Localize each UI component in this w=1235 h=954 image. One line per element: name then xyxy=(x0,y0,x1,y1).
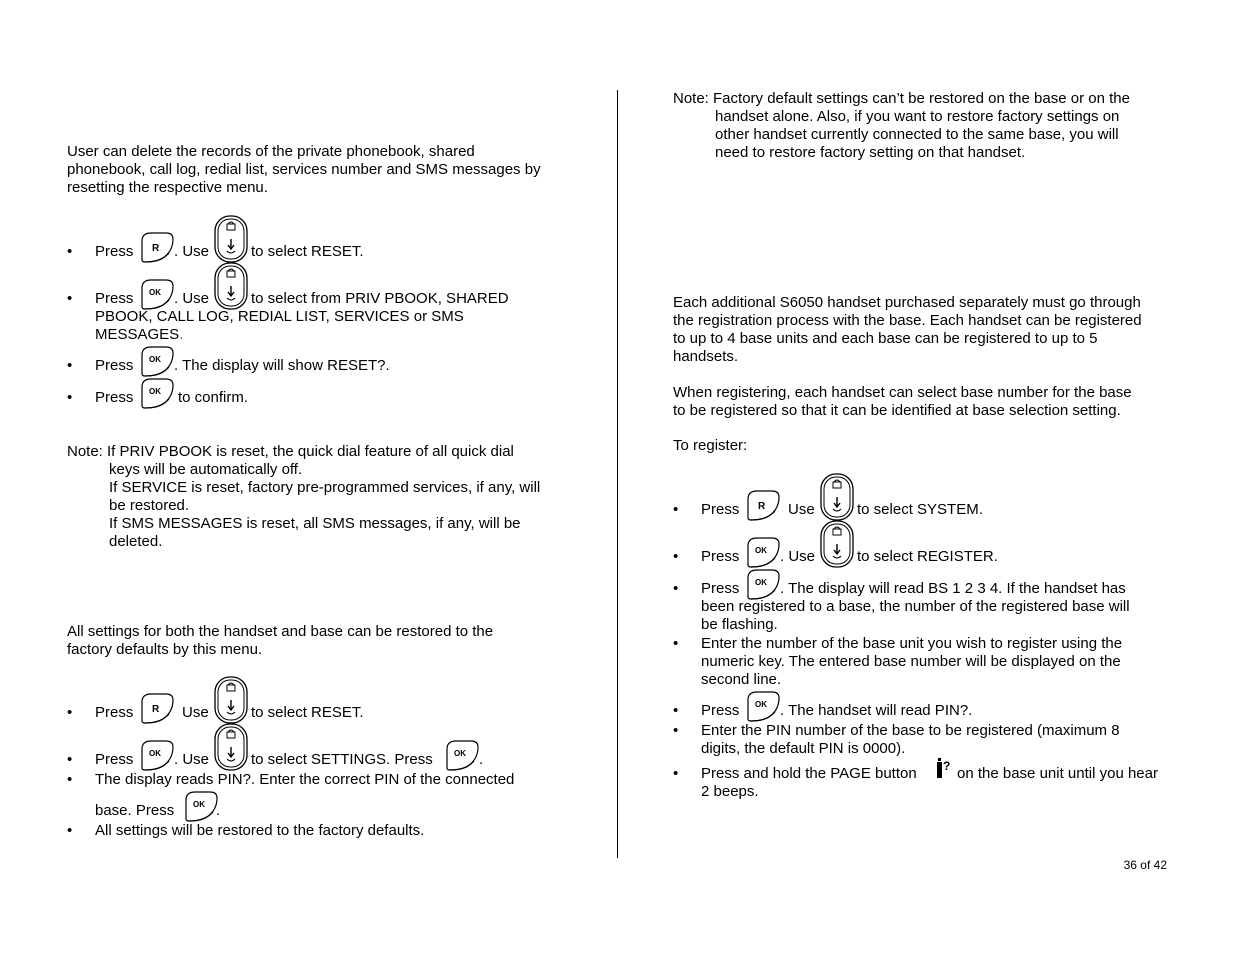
step-text: be flashing. xyxy=(701,616,778,633)
intro-line-1: User can delete the records of the private phonebook, shared xyxy=(67,143,475,160)
step-text: MESSAGES xyxy=(95,326,180,343)
step-text: PBOOK, CALL LOG, REDIAL LIST, SERVICES or SMS xyxy=(95,308,464,325)
step-text: Press xyxy=(701,702,740,719)
svg-text:OK: OK xyxy=(149,355,161,364)
step-text: Press xyxy=(95,243,134,260)
step-text: Press xyxy=(701,548,740,565)
svg-text:OK: OK xyxy=(149,749,161,758)
nav-key-icon xyxy=(213,723,249,771)
step-text: Press xyxy=(95,389,134,406)
step-text: 2 beeps. xyxy=(701,783,759,800)
bullet: • xyxy=(673,702,679,719)
factory-intro-line: factory defaults by this menu. xyxy=(67,641,263,658)
nav-key-icon xyxy=(213,215,249,263)
step-text: Enter the number of the base unit you wish to register using the xyxy=(701,635,1123,652)
step-text: to select REGISTER. xyxy=(857,548,998,565)
reg-intro-line: the registration process with the base. Each handset can be registered xyxy=(673,312,1142,329)
step-text: second line. xyxy=(701,671,782,688)
bullet: • xyxy=(673,765,679,782)
ok-key-icon xyxy=(745,690,781,722)
note-line: Note: Factory default settings can’t be restored on the base or on the xyxy=(673,90,1130,107)
step-text: . The handset will read PIN?. xyxy=(780,702,973,719)
svg-text:OK: OK xyxy=(454,749,466,758)
step-text: . Use xyxy=(174,290,210,307)
step-text: . Use xyxy=(780,548,816,565)
step-text: Press xyxy=(95,751,134,768)
step-text: to select RESET. xyxy=(251,704,364,721)
note-line: other handset currently connected to the same base, you will xyxy=(715,126,1119,143)
step-text: The display reads PIN?. Enter the correct PIN of the connected xyxy=(95,771,515,788)
step-text: . Use xyxy=(174,243,210,260)
step-text: been registered to a base, the number of the registered base will xyxy=(701,598,1130,615)
period: . xyxy=(179,326,184,343)
step-text: Use xyxy=(182,704,209,721)
reg-intro-line: to be registered so that it can be identified at base selection setting. xyxy=(673,402,1121,419)
step-text: numeric key. The entered base number will be displayed on the xyxy=(701,653,1121,670)
step-text: . Use xyxy=(174,751,210,768)
step-text: . The display will read BS 1 2 3 4. If the handset has xyxy=(780,580,1126,597)
bullet: • xyxy=(673,722,679,739)
step-text: Press xyxy=(95,290,134,307)
step-text: Enter the PIN number of the base to be registered (maximum 8 xyxy=(701,722,1120,739)
reg-intro-line: When registering, each handset can select base number for the base xyxy=(673,384,1132,401)
step-text: . The display will show RESET?. xyxy=(174,357,390,374)
svg-text:R: R xyxy=(152,243,160,254)
step-text: to select RESET. xyxy=(251,243,364,260)
ok-key-icon xyxy=(139,278,175,310)
factory-intro-line: All settings for both the handset and base can be restored to the xyxy=(67,623,494,640)
step-text: to select from PRIV PBOOK, SHARED xyxy=(251,290,509,307)
svg-text:R: R xyxy=(758,501,766,512)
bullet: • xyxy=(67,704,73,721)
svg-text:OK: OK xyxy=(149,288,161,297)
bullet: • xyxy=(67,751,73,768)
bullet: • xyxy=(673,635,679,652)
ok-key-icon xyxy=(745,568,781,600)
nav-key-icon xyxy=(819,520,855,568)
nav-key-icon xyxy=(213,262,249,310)
step-text: to select SYSTEM. xyxy=(857,501,983,518)
intro-line-2: phonebook, call log, redial list, services number and SMS messages by xyxy=(67,161,541,178)
bullet: • xyxy=(67,290,73,307)
intro-line-3: resetting the respective menu. xyxy=(67,179,268,196)
note-line: If SERVICE is reset, factory pre-programmed services, if any, will xyxy=(109,479,541,496)
svg-text:OK: OK xyxy=(149,387,161,396)
svg-text:OK: OK xyxy=(755,578,767,587)
note-line: handset alone. Also, if you want to restore factory settings on xyxy=(715,108,1120,125)
note-line: keys will be automatically off. xyxy=(109,461,303,478)
period: . xyxy=(216,802,221,819)
note-line: deleted. xyxy=(109,533,163,550)
step-text: to confirm. xyxy=(178,389,249,406)
note-line: Note: If PRIV PBOOK is reset, the quick dial feature of all quick dial xyxy=(67,443,514,460)
bullet: • xyxy=(67,243,73,260)
step-text: Press xyxy=(701,580,740,597)
note-line: If SMS MESSAGES is reset, all SMS messages, if any, will be xyxy=(109,515,521,532)
note-line: be restored. xyxy=(109,497,190,514)
ok-key-icon xyxy=(444,739,480,771)
reg-intro-line: to up to 4 base units and each base can be registered to up to 5 xyxy=(673,330,1098,347)
svg-text:R: R xyxy=(152,704,160,715)
reg-intro-line: Each additional S6050 handset purchased separately must go through xyxy=(673,294,1141,311)
ok-key-icon xyxy=(139,739,175,771)
reg-intro-line: handsets. xyxy=(673,348,739,365)
step-text: All settings will be restored to the factory defaults. xyxy=(95,822,425,839)
page-number: 36 of 42 xyxy=(1123,858,1167,872)
step-text: Press xyxy=(95,704,134,721)
nav-key-icon xyxy=(213,676,249,724)
bullet: • xyxy=(673,501,679,518)
step-text: digits, the default PIN is 0000). xyxy=(701,740,906,757)
svg-text:OK: OK xyxy=(755,700,767,709)
r-key-icon xyxy=(745,489,781,521)
page-button-icon xyxy=(935,756,953,780)
nav-key-icon xyxy=(819,473,855,521)
to-register-label: To register: xyxy=(673,437,748,454)
column-divider xyxy=(617,90,618,858)
step-text: Press xyxy=(701,501,740,518)
bullet: • xyxy=(67,357,73,374)
ok-key-icon xyxy=(183,790,219,822)
step-text-line xyxy=(95,326,183,344)
step-text: on the base unit until you hear xyxy=(957,765,1158,782)
r-key-icon xyxy=(139,692,175,724)
step-text: Press and hold the PAGE button xyxy=(701,765,917,782)
svg-text:OK: OK xyxy=(193,800,205,809)
note-line: need to restore factory setting on that handset. xyxy=(715,144,1026,161)
step-text: Press xyxy=(95,357,134,374)
ok-key-icon xyxy=(139,377,175,409)
ok-key-icon xyxy=(139,345,175,377)
svg-text:?: ? xyxy=(943,759,951,773)
step-text: base. Press xyxy=(95,802,175,819)
bullet: • xyxy=(673,580,679,597)
r-key-icon xyxy=(139,231,175,263)
bullet: • xyxy=(67,389,73,406)
step-text: to select SETTINGS. Press xyxy=(251,751,433,768)
bullet: • xyxy=(673,548,679,565)
bullet: • xyxy=(67,822,73,839)
period: . xyxy=(479,751,484,768)
svg-text:OK: OK xyxy=(755,546,767,555)
bullet: • xyxy=(67,771,73,788)
step-text: Use xyxy=(788,501,815,518)
ok-key-icon xyxy=(745,536,781,568)
